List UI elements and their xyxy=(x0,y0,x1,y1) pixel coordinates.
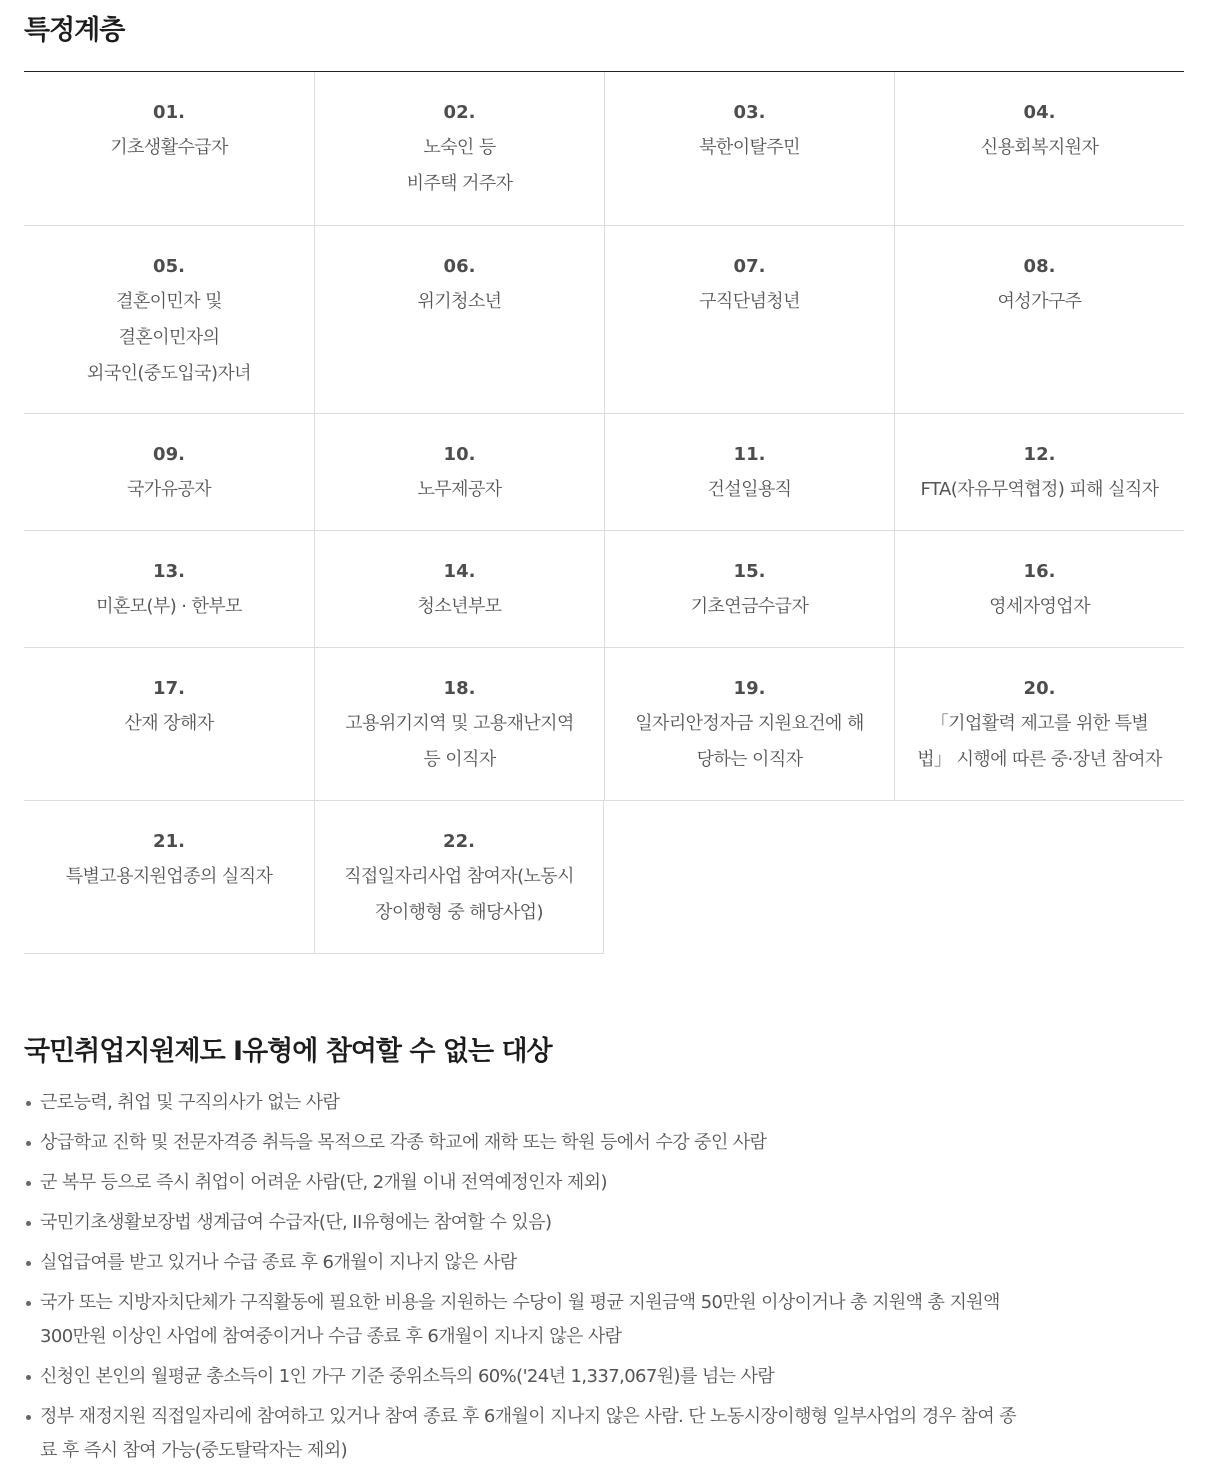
bullet-dot-icon xyxy=(26,1261,31,1266)
bullet-dot-icon xyxy=(26,1181,31,1186)
group-number: 11. xyxy=(733,444,766,465)
group-label: 청소년부모 xyxy=(417,596,502,617)
list-item-text: 정부 재정지원 직접일자리에 참여하고 있거나 참여 종료 후 6개월이 지나지 않은 사람. 단 노동시장이행형 일부사업의 경우 참여 종 료 후 즉시 참여 가능(중도탈락자는 제외) xyxy=(40,1406,1017,1461)
group-number: 21. xyxy=(153,831,185,852)
group-number: 22. xyxy=(443,831,475,852)
group-number: 12. xyxy=(1023,444,1056,465)
group-label: 기초생활수급자 xyxy=(110,137,228,158)
group-cell xyxy=(894,72,1184,226)
empty-cell xyxy=(894,801,1184,954)
list-item xyxy=(24,1126,1184,1160)
group-number: 20. xyxy=(1023,678,1056,699)
ineligible-list xyxy=(24,1086,1184,1474)
group-cell xyxy=(894,648,1184,801)
section-title-ineligible: 국민취업지원제도 I유형에 참여할 수 없는 대상 xyxy=(24,1036,552,1067)
group-cell xyxy=(314,801,604,954)
list-item-text: 실업급여를 받고 있거나 수급 종료 후 6개월이 지나지 않은 사람 xyxy=(40,1252,517,1273)
group-label: 북한이탈주민 xyxy=(699,137,800,158)
group-number: 09. xyxy=(153,444,185,465)
group-label: 직접일자리사업 참여자(노동시 장이행형 중 해당사업) xyxy=(344,866,574,923)
grid-row xyxy=(24,226,1184,414)
group-number: 14. xyxy=(443,561,476,582)
bullet-dot-icon xyxy=(26,1141,31,1146)
bullet-dot-icon xyxy=(26,1415,31,1420)
group-number: 10. xyxy=(443,444,476,465)
group-number: 05. xyxy=(153,256,185,277)
group-label: 국가유공자 xyxy=(127,479,211,500)
bullet-dot-icon xyxy=(26,1301,31,1306)
group-number: 16. xyxy=(1023,561,1056,582)
group-label: 구직단념청년 xyxy=(699,291,800,312)
grid-row xyxy=(24,531,1184,648)
group-cell xyxy=(604,531,894,648)
group-cell xyxy=(24,414,314,531)
group-number: 06. xyxy=(443,256,476,277)
bullet-dot-icon xyxy=(26,1221,31,1226)
list-item xyxy=(24,1360,1184,1394)
group-cell xyxy=(604,226,894,414)
list-item-text: 상급학교 진학 및 전문자격증 취득을 목적으로 각종 학교에 재학 또는 학원 등에서 수강 중인 사람 xyxy=(40,1132,767,1153)
group-label: 일자리안정자금 지원요건에 해 당하는 이직자 xyxy=(635,713,864,770)
group-label: 영세자영업자 xyxy=(989,596,1090,617)
group-number: 08. xyxy=(1023,256,1056,277)
group-cell xyxy=(24,648,314,801)
group-cell xyxy=(314,648,604,801)
group-label: 여성가구주 xyxy=(997,291,1082,312)
group-number: 01. xyxy=(153,102,185,123)
group-number: 03. xyxy=(733,102,766,123)
group-cell xyxy=(24,531,314,648)
group-label: 노무제공자 xyxy=(417,479,502,500)
section-title-special-groups: 특정계층 xyxy=(24,15,125,46)
empty-cell xyxy=(604,801,894,954)
grid-row xyxy=(24,414,1184,531)
group-cell xyxy=(24,801,314,954)
list-item xyxy=(24,1246,1184,1280)
group-cell xyxy=(894,414,1184,531)
group-cell xyxy=(24,72,314,226)
group-number: 07. xyxy=(733,256,766,277)
group-label: 노숙인 등 비주택 거주자 xyxy=(406,137,513,194)
group-cell xyxy=(894,531,1184,648)
grid-row xyxy=(24,72,1184,226)
list-item xyxy=(24,1286,1184,1354)
list-item xyxy=(24,1400,1184,1468)
group-label: 위기청소년 xyxy=(417,291,502,312)
list-item xyxy=(24,1166,1184,1200)
group-cell xyxy=(314,414,604,531)
group-label: 건설일용직 xyxy=(707,479,792,500)
list-item xyxy=(24,1206,1184,1240)
group-label: 기초연금수급자 xyxy=(690,596,809,617)
group-cell xyxy=(24,226,314,414)
group-label: 「기업활력 제고를 위한 특별 법」 시행에 따른 중·장년 참여자 xyxy=(917,713,1162,770)
list-item-text: 국가 또는 지방자치단체가 구직활동에 필요한 비용을 지원하는 수당이 월 평균 지원금액 50만원 이상이거나 총 지원액 총 지원액 300만원 이상인 사업에 참여중이거나 수급 종료 후 6개월이 지나지 않은 사람 xyxy=(40,1292,1000,1347)
group-cell xyxy=(604,648,894,801)
group-number: 02. xyxy=(443,102,476,123)
group-cell xyxy=(604,72,894,226)
list-item-text: 근로능력, 취업 및 구직의사가 없는 사람 xyxy=(40,1092,340,1113)
group-cell xyxy=(314,226,604,414)
group-number: 17. xyxy=(153,678,185,699)
group-cell xyxy=(604,414,894,531)
group-number: 15. xyxy=(733,561,766,582)
bullet-dot-icon xyxy=(26,1375,31,1380)
group-label: 신용회복지원자 xyxy=(980,137,1099,158)
bullet-dot-icon xyxy=(26,1101,31,1106)
group-number: 18. xyxy=(443,678,476,699)
group-number: 13. xyxy=(153,561,185,582)
group-label: 고용위기지역 및 고용재난지역 등 이직자 xyxy=(345,713,574,770)
special-groups-grid xyxy=(24,71,1184,954)
group-label: FTA(자유무역협정) 피해 실직자 xyxy=(920,479,1159,500)
group-cell xyxy=(314,72,604,226)
group-label: 결혼이민자 및 결혼이민자의 외국인(중도입국)자녀 xyxy=(87,291,251,384)
grid-row xyxy=(24,801,1184,954)
group-cell xyxy=(314,531,604,648)
group-label: 산재 장해자 xyxy=(124,713,214,734)
group-label: 특별고용지원업종의 실직자 xyxy=(65,866,273,887)
group-cell xyxy=(894,226,1184,414)
group-label: 미혼모(부) · 한부모 xyxy=(96,596,242,617)
group-number: 04. xyxy=(1023,102,1056,123)
group-number: 19. xyxy=(733,678,766,699)
list-item xyxy=(24,1086,1184,1120)
list-item-text: 군 복무 등으로 즉시 취업이 어려운 사람(단, 2개월 이내 전역예정인자 제외) xyxy=(40,1172,607,1193)
grid-row xyxy=(24,648,1184,801)
list-item-text: 국민기초생활보장법 생계급여 수급자(단, II유형에는 참여할 수 있음) xyxy=(40,1212,552,1233)
list-item-text: 신청인 본인의 월평균 총소득이 1인 가구 기준 중위소득의 60%('24년 1,337,067원)를 넘는 사람 xyxy=(40,1366,775,1387)
